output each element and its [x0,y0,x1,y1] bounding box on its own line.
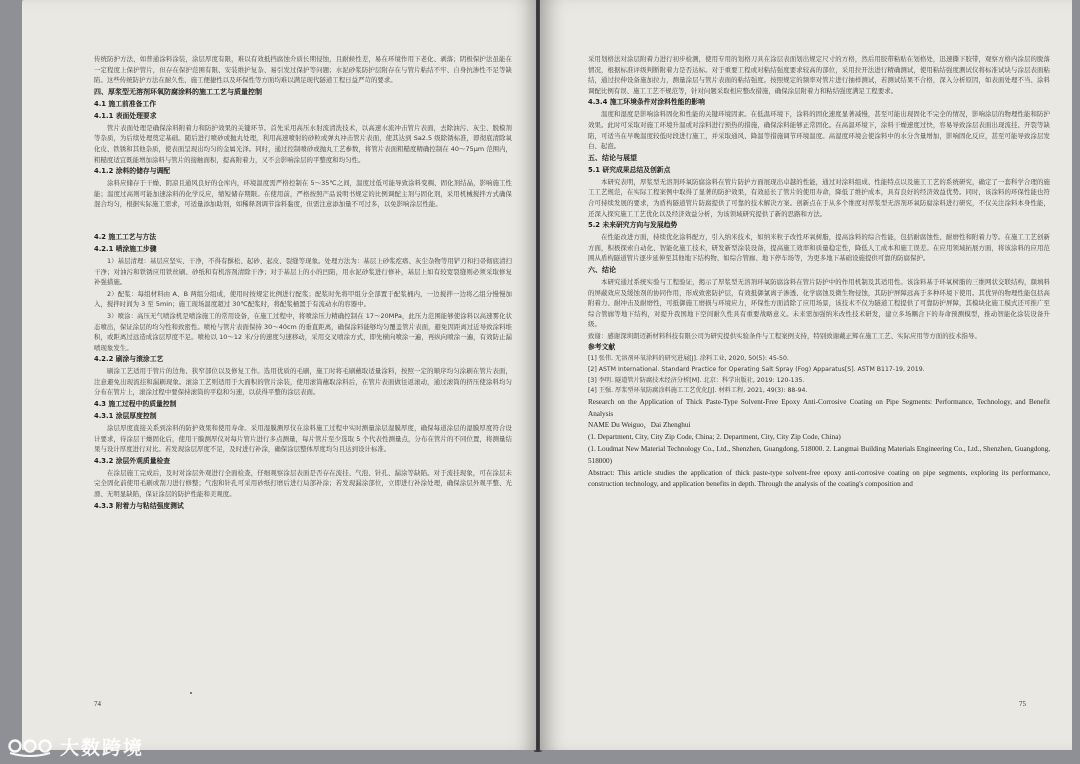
heading-4-3: 4.3 施工过程中的质量控制 [94,400,177,409]
print-speck [190,692,192,694]
heading-4-3-2: 4.3.2 涂层外观质量检查 [94,456,171,465]
left-column [94,54,512,513]
heading-4-2: 4.2 施工工艺与方法 [94,232,156,241]
heading-4-3-3: 4.3.3 附着力与粘结强度测试 [94,501,184,510]
heading-4-2-2: 4.2.2 刷涂与滚涂工艺 [94,355,164,364]
reference-item: [4] 王强. 厚浆型环氧防腐涂料施工工艺优化[J]. 材料工程, 2021, 49(3): 88-94. [588,387,808,395]
paragraph-4-2-1-c: 3）喷涂：高压无气喷涂机是喷涂施工的常用设备，在施工过程中，将喷涂压力精确控制在 17～20MPa，此压力范围能够使涂料以高速雾化状态喷出，保证涂层的均匀性和致密性。喷枪与管片表面保持 30～40cm 的垂直距离，确保涂料能够均匀覆盖管片表面，避免因距离过近导致涂料堆积，或距离过远造成涂层厚度不足。喷枪以 10～12 米/分的速度匀速移动，采用交叉喷涂方式，即先横向喷涂一遍，再纵向喷涂一遍，有效防止漏喷现象发生。 [94,311,512,352]
watermark [8,731,144,761]
section-5-heading: 五、结论与展望 [588,153,637,162]
paragraph-4-2-1-b: 2）配浆：每组材料由 A、B 两组分组成，使用时按规定比例进行配浆；配浆时先将甲组分全部置于配浆桶内，一边搅拌一边将乙组分慢慢加入，搅拌时间为 3 至 5min；施工现场温度超过 30℃配浆时，将配浆桶置于有流动水的容器中。 [94,289,512,309]
paragraph-4-3-2: 在涂层施工完成后，及时对涂层外观进行全面检查，仔细观察涂层表面是否存在流挂、气泡、针孔、漏涂等缺陷。对于流挂现象，可在涂层未完全固化前使用毛刷或刮刀进行修整；气泡和针孔可采用砂纸打磨后进行局部补涂；若发现漏涂部位，立即进行补涂处理，确保涂层外观平整、光滑、无明显缺陷，保证涂层的防护性能和美观度。 [94,468,512,499]
reference-item: [3] 李明. 隧道管片防腐技术经济分析[M]. 北京：科学出版社, 2019: 120-135. [588,376,805,384]
left-page-number: 74 [94,700,101,708]
english-affiliation: (1. Loudmat New Material Technology Co., Ltd., Shenzhen, Guangdong, 518000. 2. Langmai Building Materials Engineering Co., Ltd., Shenzhen, Guangdong, 518000) [588,445,1050,465]
intro-paragraph: 传统防护方法，如普通涂料涂装，涂层厚度有限，难以有效抵挡腐蚀介质长期侵蚀，且耐候性差，易在环境作用下老化、剥落；阴极保护法虽能在一定程度上保护管片，但存在保护范围有限、安装维护复杂、易引发过保护等问题；水泥砂浆防护层附存在与管片粘结不牢、自身抗渗性不足等缺陷。这些传统防护方法在耐久性、施工便捷性以及环保性等方面均难以满足现代隧道工程日益严苛的要求。 [94,55,512,85]
heading-4-1: 4.1 施工前准备工作 [94,99,156,108]
paragraph-4-2-1-a: 1）基层清理：基层应坚实、干净，不得有酥松、起砂、起皮、裂缝等现象。处理方法为：基层上砂浆疙瘩、灰尘杂物等用铲刀和扫帚彻底清扫干净；对油污和铁锈应用铁丝刷、砂纸和有机溶剂清除干净；对于基层上的小的凹陷，用水泥砂浆进行修补，基层上如有较宽裂缝则必须采取修复补强措施。 [94,256,512,287]
references-heading: 参考文献 [588,343,616,352]
acknowledgement: 致谢：感谢深圳朗迈新材料科技有限公司为研究提供实验条件与工程案例支持，特别致谢戴正辉在施工工艺、实际应用等方面的技术指导。 [588,331,981,340]
reference-item: [2] ASTM International. Standard Practice for Operating Salt Spray (Fog) Apparatus[S]. ASTM B117-19, 2019. [588,366,925,374]
paragraph-5-2: 在性能改进方面，持续优化涂料配方，引入纳米技术，如纳米粒子改性环氧树脂，提高涂料的综合性能，包括耐腐蚀性、耐磨性和附着力等。在施工工艺创新方面，积极探索自动化、智能化施工技术，研发新型涂装设备，提高施工效率和质量稳定性，降低人工成本和施工误差。在应用领域拓展方面，将该涂料的应用范围从盾构隧道管片逐步延伸至其他地下结构物、如综合管廊、地下停车场等，为更多地下基础设施提供可靠的防腐保护。 [588,233,1050,263]
paragraph-4-3-4: 温度和湿度是影响涂料固化和性能的关键环境因素。在低温环境下，涂料的固化速度显著减慢，甚至可能出现固化不完全的情况，影响涂层的物理性能和防护效果。此时可采取对施工环境升温或对涂料进行预热的措施，确保涂料能够正常固化。在高温环境下，涂料干燥速度过快，容易导致涂层表面出现流挂、开裂等缺陷，可适当在早晚温度较低时段进行施工，并采取通风、降温等措施调节环境温度。高湿度环境会使涂料中的水分含量增加，影响固化反应，甚至可能导致涂层发白、起泡。 [588,110,1050,151]
watermark-text: 大数跨境 [60,736,145,759]
paragraph-4-1-2: 涂料应储存于干燥、阴凉且通风良好的仓库内，环境温度需严格控制在 5～35℃之间，温度过低可能导致涂料变稠、固化剂结晶，影响施工性能；温度过高则可能加速涂料的化学反应，缩短储存期限。在使用前，严格按照产品说明书规定的比例调配主剂与固化剂，采用机械搅拌方式确保混合均匀，根据实际施工需求，可适量添加助剂，如稀释剂调节涂料黏度，但需注意添加量不可过多，以免影响涂层性能。 [94,179,512,209]
section-6-heading: 六、结论 [588,265,616,274]
left-page [22,0,536,750]
paragraph-4-3-3: 采用划格法对涂层附着力进行初步检测，使用专用的划格刀具在涂层表面划出规定尺寸的方格，然后用胶带粘贴在划格处，迅速撕下胶带，观察方格内涂层的脱落情况，根据标准评级判断附着力是否达标。对于重要工程或对粘结强度要求较高的部位，采用拉开法进行精确测试，使用粘结强度测试仪将标准试块与涂层表面粘结，通过拉伸设备施加拉力，测量涂层与管片表面的粘结强度。按照规定的频率对管片进行抽样测试，若测试结果不合格，深入分析原因，如表面处理不当、涂料调配比例有误、施工工艺不规范等，针对问题采取相应整改措施，确保涂层附着力和粘结强度满足工程要求。 [588,55,1050,95]
paragraph-4-1-1: 管片表面处理是确保涂料附着力和防护效果的关键环节。首先采用高压水射流清洗技术，以高速水流冲击管片表面，去除油污、灰尘、脱模剂等杂质，为后续处理奠定基础。随后进行喷砂或抛丸处理，利用高速喷射的砂粒或弹丸冲击管片表面，使其达到 Sa2.5 级除锈标准，即彻底清除氧化皮、铁锈和其他杂质，使表面呈现出均匀的金属光泽。同时，通过控制喷砂或抛丸工艺参数，将管片表面粗糙度精确控制在 40～75μm 范围内，粗糙度适宜既能增加涂料与管片的接触面积，提高附着力，又不会影响涂层的平整度和均匀性。 [94,123,512,164]
right-column [588,54,1050,491]
right-page [540,0,1072,750]
heading-4-2-1: 4.2.1 喷涂施工步骤 [94,244,157,253]
heading-4-1-1: 4.1.1 表面处理要求 [94,111,157,120]
english-title: Research on the Application of Thick Paste-Type Solvent-Free Epoxy Anti-Corrosive Coating on Pipe Segments: Performance, Technology, and Benefit Analysis [588,397,1050,418]
brand-logo-icon [8,735,54,757]
heading-5-2: 5.2 未来研究方向与发展趋势 [588,221,678,230]
paragraph-5-1: 本研究表明，厚浆型无溶剂环氧防腐涂料在管片防护方面展现出卓越的性能，通过对涂料组成、性能特点以及施工工艺的系统研究，确定了一套科学合理的施工工艺规范，在实际工程案例中取得了显著的防护效果，有效延长了管片的使用寿命，降低了维护成本，具有良好的经济效益优势。同时，该涂料的环保性能也符合可持续发展的要求，为盾构隧道管片防腐提供了可靠的技术解决方案。创新点在于从多个维度对厚浆型无溶剂环氧防腐涂料进行研究，不仅关注涂料本身性能，还深入探究施工工艺优化以及经济效益分析，为该领域研究提供了新的思路和方法。 [588,177,1050,218]
heading-4-3-4: 4.3.4 施工环境条件对涂料性能的影响 [588,98,705,107]
heading-5-1: 5.1 研究成果总结及创新点 [588,165,671,174]
english-affiliation-generic: (1. Department, City, City Zip Code, China; 2. Department, City, City Zip Code, China) [588,433,841,442]
right-page-number: 75 [1019,700,1026,708]
section-4-heading: 四、厚浆型无溶剂环氧防腐涂料的施工工艺与质量控制 [94,87,262,96]
english-authors: NAME Du Weiguo，Dai Zhenghui [588,421,691,430]
paragraph-6: 本研究通过系统实验与工程验证，揭示了厚浆型无溶剂环氧防腐涂料在管片防护中的作用机制及其适用性。该涂料基于环氧树脂的三维网状交联结构，颜填料的屏蔽效应及缓蚀剂的协同作用，形成致密防护层，有效抵御氯离子渗透、化学腐蚀及微生物侵蚀，其防护屏障远高于多种环境下使用。其优异的物理性能包括高附着力、耐冲击及耐磨性，可抵御施工磨损与环境应力，环保性方面消除了应用场景，该技术不仅为隧道工程提供了可靠防护屏障，其模块化施工模式还可推广至综合管廊等地下结构，对提升我国地下空间耐久性具有重要战略意义。未来需加强纳米改性技术研发，建立多场耦合下的寿命预测模型，推动智能化涂装设备升级。 [588,277,1050,329]
spacer [94,211,512,231]
paragraph-4-2-2: 刷涂工艺适用于管片的边角、狭窄部位以及修复工作。选用优质的毛刷，施工时将毛刷蘸取适量涂料，按照一定的顺序均匀涂刷在管片表面，注意避免出现流挂和漏刷现象。滚涂工艺则适用于大面积的管片涂装，使用滚筒蘸取涂料后，在管片表面做往返滚动，通过滚筒的挤压使涂料均匀分布在管片上，滚涂过程中要保持滚筒的平稳和匀速，以获得平整的涂层表面。 [94,367,512,397]
heading-4-1-2: 4.1.2 涂料的储存与调配 [94,167,171,176]
english-abstract: Abstract: This article studies the application of thick paste-type solvent-free epoxy anti-corrosive coating on pipe segments, exploring its performance, construction technology, and application benefits in depth. Through the analysis of the coating's composition and [588,468,1050,489]
reference-item: [1] 张伟. 无溶剂环氧涂料的研究进展[J]. 涂料工业, 2020, 50(5): 45-50. [588,355,789,363]
heading-4-3-1: 4.3.1 涂层厚度控制 [94,412,157,421]
paragraph-4-3-1: 涂层厚度直接关系到涂料的防护效果和使用寿命。采用湿膜测厚仪在涂料施工过程中实时测量涂层湿膜厚度，确保每道涂层的湿膜厚度符合设计要求，待涂层干燥固化后，使用干膜测厚仪对每片管片进行多点测量，每片管片至少选取 5 个代表性测量点，分布在管片的不同位置，将测量结果与设计厚度进行对比。若发现涂层厚度不足，及时进行补涂，确保涂层整体厚度均匀且达到设计标准。 [94,424,512,454]
